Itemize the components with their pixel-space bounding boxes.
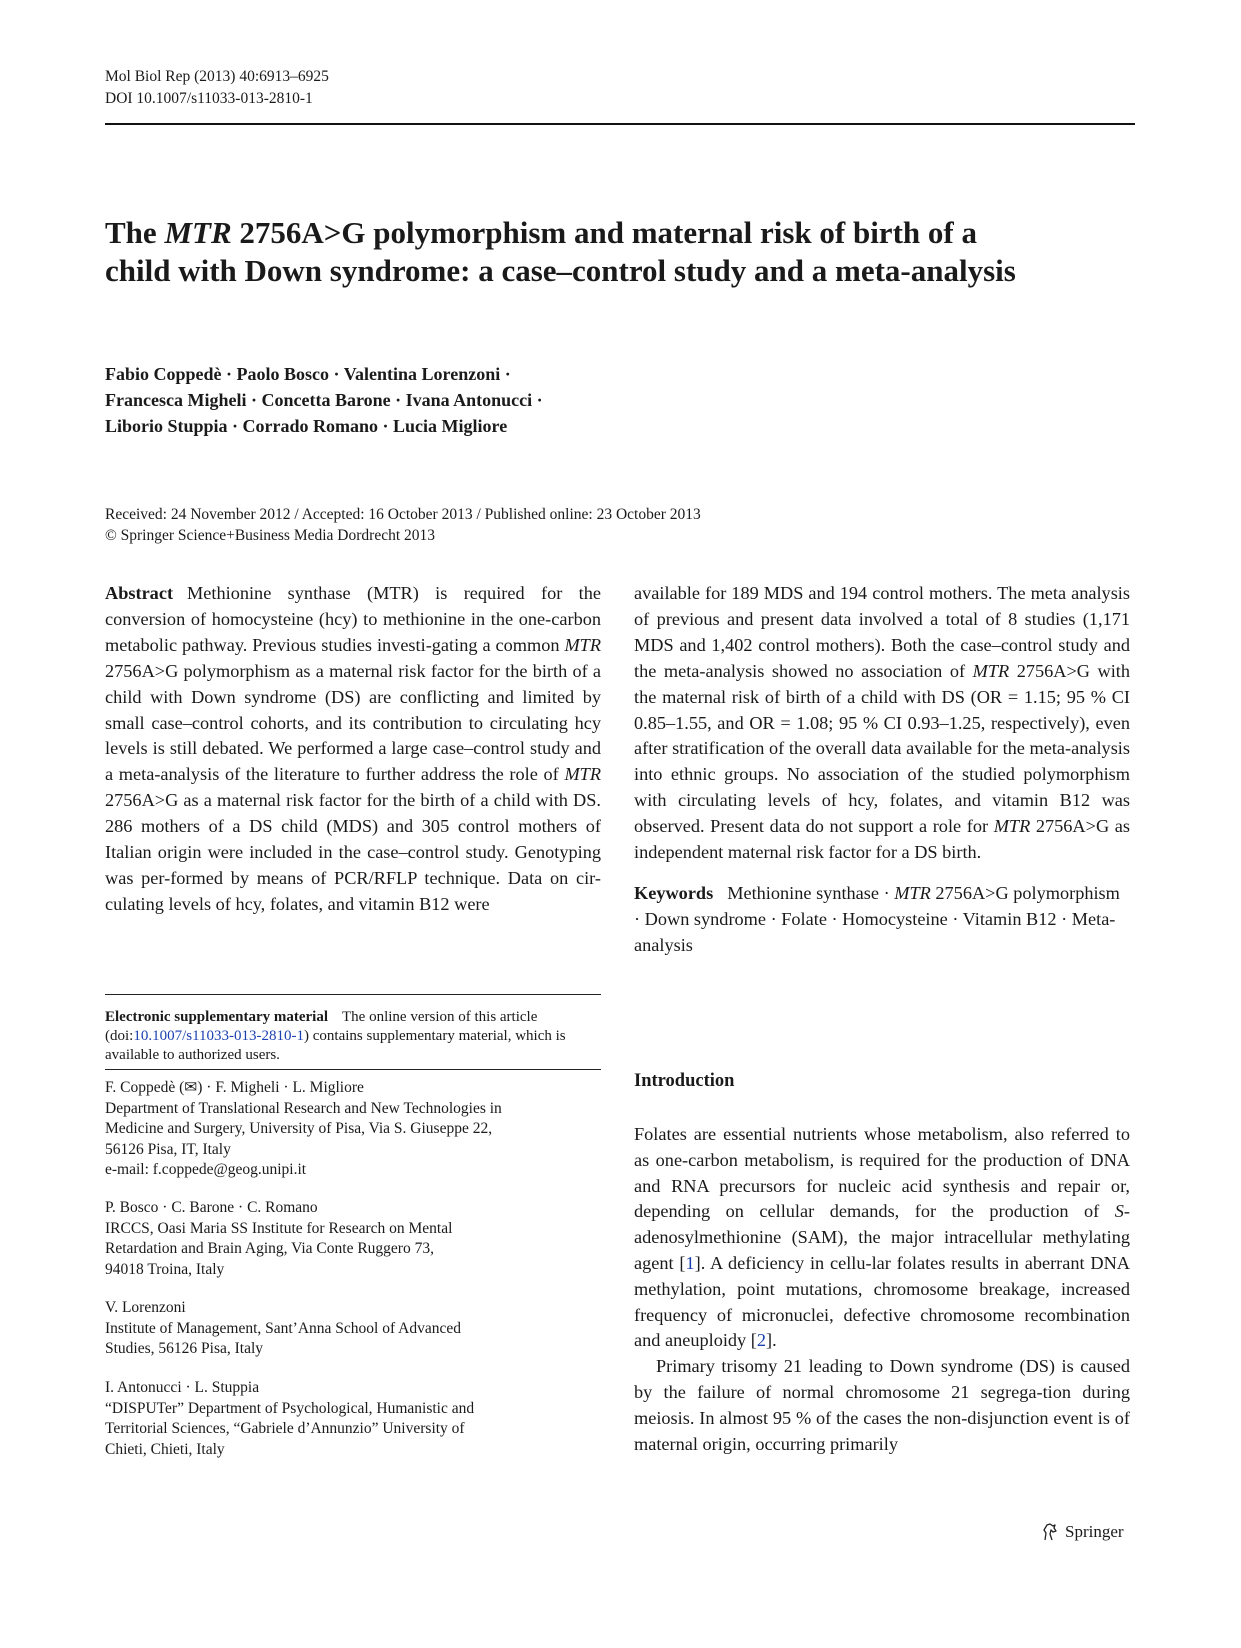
journal-header bbox=[105, 66, 329, 110]
abstract-label: Abstract bbox=[105, 583, 174, 603]
article-doi: DOI 10.1007/s11033-013-2810-1 bbox=[105, 90, 313, 107]
header-rule bbox=[105, 123, 1135, 125]
journal-citation: Mol Biol Rep (2013) 40:6913–6925 bbox=[105, 68, 329, 85]
keywords: Keywords Methionine synthase · MTR 2756A>G polymorphism · Down syndrome · Folate · Homocysteine · Vitamin B12 · Meta-analysis bbox=[634, 882, 1120, 955]
abstract-right: available for 189 MDS and 194 control mothers. The meta analysis of previous and present data involved a total of 8 studies (1,171 MDS and 1,402 control mothers). Both the case–control study and the meta-analysis showed no association of MTR 2756A>G with the maternal risk of birth of a child with DS (OR = 1.15; 95 % CI 0.85–1.55, and OR = 1.08; 95 % CI 0.93–1.25, respectively), even after stratification of the overall data available for the meta-analysis into ethnic groups. No association of the studied polymorphism with circulating levels of hcy, folates, and vitamin B12 was observed. Present data do not support a role for MTR 2756A>G as independent maternal risk factor for a DS birth. Keywords Methionine synthase · MTR 2756A>G polymorphism · Down syndrome · Folate · Homocysteine · Vitamin B12 · Meta-analysis bbox=[634, 581, 1130, 959]
publisher-logo bbox=[1041, 1522, 1124, 1542]
introduction-heading: Introduction bbox=[634, 1071, 735, 1091]
affiliation-rule bbox=[105, 1069, 601, 1070]
introduction-body: Folates are essential nutrients whose metabolism, also referred to as one-carbon metabolism, is required for the production of DNA and RNA precursors for nucleic acid synthesis and repair or, depending on cellular demands, for the production of S-adenosylmethionine (SAM), the major intracellular methylating agent [1]. A deficiency in cellu-lar folates results in aberrant DNA methylation, point mutations, chromosome breakage, increased frequency of micronuclei, defective chromosome recombination and aneuploidy [2]. Primary trisomy 21 leading to Down syndrome (DS) is caused by the failure of normal chromosome 21 segrega-tion during meiosis. In almost 95 % of the cases the non-disjunction event is of maternal origin, occurring primarily bbox=[634, 1124, 1130, 1454]
esm-rule bbox=[105, 994, 601, 995]
affiliation-3: V. Lorenzoni Institute of Management, Sant’Anna School of Advanced Studies, 56126 Pisa, Italy bbox=[105, 1299, 461, 1357]
authors-line-3: Liborio Stuppia · Corrado Romano · Lucia Migliore bbox=[105, 416, 508, 436]
contact-email[interactable]: e-mail: f.coppede@geog.unipi.it bbox=[105, 1161, 307, 1178]
supplementary-note: Electronic supplementary material The online version of this article (doi:10.1007/s11033-013-2810-1) contains supplementary material, which is available to authorized users. bbox=[105, 1009, 566, 1063]
copyright: © Springer Science+Business Media Dordrecht 2013 bbox=[105, 527, 436, 544]
authors-line-2: Francesca Migheli · Concetta Barone · Ivana Antonucci · bbox=[105, 390, 543, 410]
supplementary-doi-link[interactable]: 10.1007/s11033-013-2810-1 bbox=[133, 1028, 305, 1044]
citation-link-2[interactable]: 2 bbox=[756, 1330, 766, 1351]
affiliation-4: I. Antonucci · L. Stuppia “DISPUTer” Department of Psychological, Humanistic and Territorial Sciences, “Gabriele d’Annunzio” University of Chieti, Chieti, Italy bbox=[105, 1379, 475, 1458]
history-dates: Received: 24 November 2012 / Accepted: 16 October 2013 / Published online: 23 October 2013 bbox=[105, 506, 701, 523]
publication-dates bbox=[105, 504, 1005, 546]
title-gene: MTR bbox=[164, 215, 232, 250]
keywords-label: Keywords bbox=[634, 882, 714, 903]
citation-link-1[interactable]: 1 bbox=[685, 1252, 695, 1273]
affiliation-2: P. Bosco · C. Barone · C. Romano IRCCS, Oasi Maria SS Institute for Research on Mental Retardation and Brain Aging, Via Conte Ruggero 73, 94018 Troina, Italy bbox=[105, 1199, 453, 1278]
affiliation-1: F. Coppedè (✉) · F. Migheli · L. Migliore Department of Translational Research and New Technologies in Medicine and Surgery, University of Pisa, Via S. Giuseppe 22, 56126 Pisa, IT, Italy e-mail: f.coppede@geog.unipi.it bbox=[105, 1078, 601, 1181]
abstract-left: Abstract Methionine synthase (MTR) is required for the conversion of homocysteine (hcy) to methionine in the one-carbon metabolic pathway. Previous studies investi-gating a common MTR 2756A>G polymorphism as a maternal risk factor for the birth of a child with Down syndrome (DS) are conflicting and limited by small case–control cohorts, and its contribution to circulating hcy levels is still debated. We performed a large case–control study and a meta-analysis of the literature to further address the role of MTR 2756A>G as a maternal risk factor for the birth of a child with DS. 286 mothers of a DS child (MDS) and 305 control mothers of Italian origin were included in the case–control study. Genotyping was per-formed by means of PCR/RFLP technique. Data on cir-culating levels of hcy, folates, and vitamin B12 were bbox=[105, 583, 601, 914]
authors-line-1: Fabio Coppedè · Paolo Bosco · Valentina Lorenzoni · bbox=[105, 364, 511, 384]
publisher-name: Springer bbox=[1065, 1522, 1124, 1541]
author-list bbox=[105, 361, 705, 439]
article-title: The MTR 2756A>G polymorphism and maternal risk of birth of a child with Down syndrome: a case–control study and a meta-analysis bbox=[105, 215, 1016, 288]
springer-horse-icon bbox=[1041, 1522, 1059, 1542]
